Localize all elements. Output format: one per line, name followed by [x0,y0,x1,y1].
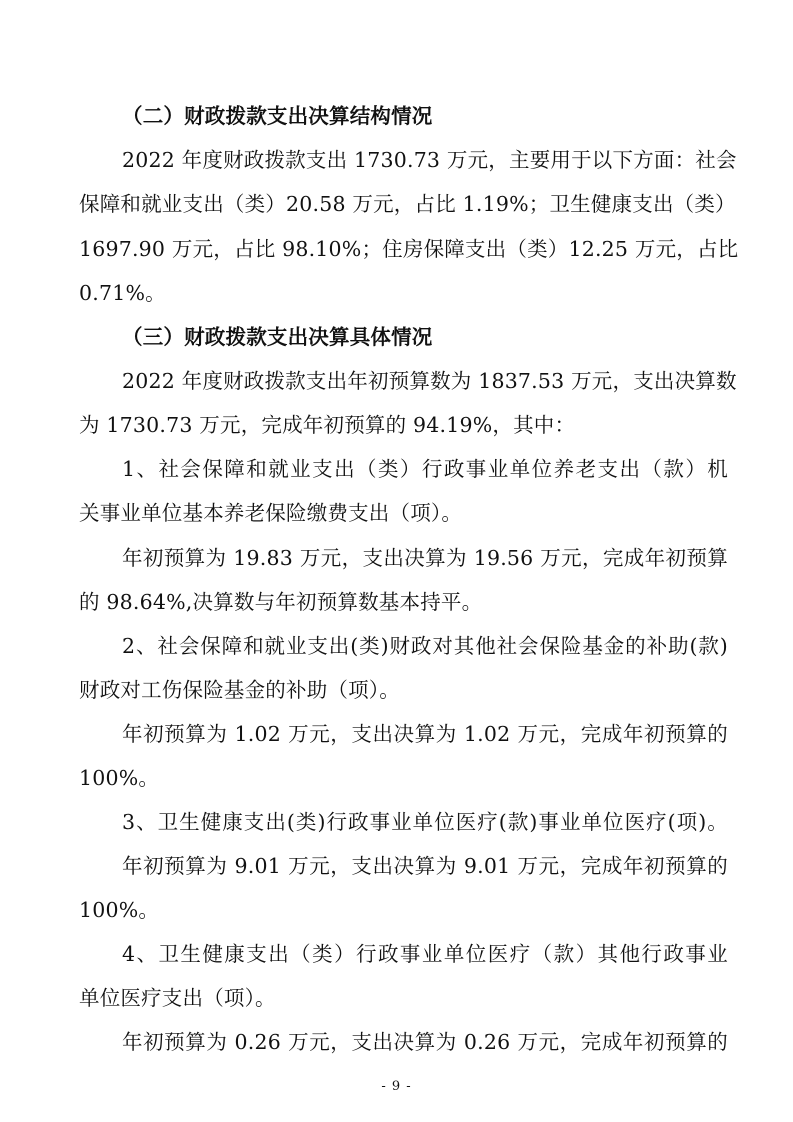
paragraph-line: 2022 年度财政拨款支出年初预算数为 1837.53 万元，支出决算数 [122,369,737,393]
item-title-line: 单位医疗支出（项）。 [79,986,276,1010]
paragraph-line: 1697.90 万元，占比 98.10%；住房保障支出（类）12.25 万元，占比 [79,237,739,261]
item-detail-line: 100%。 [79,898,160,922]
paragraph-line: 2022 年度财政拨款支出 1730.73 万元，主要用于以下方面：社会 [122,148,737,172]
section-heading-details: （三）财政拨款支出决算具体情况 [122,325,433,349]
item-title-line: 1、社会保障和就业支出（类）行政事业单位养老支出（款）机 [122,457,728,481]
item-title-line: 2、社会保障和就业支出(类)财政对其他社会保险基金的补助(款) [122,634,728,658]
section-heading-structure: （二）财政拨款支出决算结构情况 [122,104,433,128]
paragraph-line: 为 1730.73 万元，完成年初预算的 94.19%，其中： [79,413,576,437]
item-detail-line: 年初预算为 0.26 万元，支出决算为 0.26 万元，完成年初预算的 [122,1030,728,1054]
item-detail-line: 年初预算为 1.02 万元，支出决算为 1.02 万元，完成年初预算的 [122,722,728,746]
paragraph-line: 0.71%。 [79,281,166,305]
paragraph-line: 保障和就业支出（类）20.58 万元，占比 1.19%；卫生健康支出（类） [79,192,736,216]
item-detail-line: 年初预算为 19.83 万元，支出决算为 19.56 万元，完成年初预算 [122,546,728,570]
item-detail-line: 100%。 [79,766,160,790]
item-detail-line: 的 98.64%,决算数与年初预算数基本持平。 [79,590,483,614]
item-title-line: 关事业单位基本养老保险缴费支出（项）。 [79,501,463,525]
page-number: - 9 - [381,1079,412,1094]
item-detail-line: 年初预算为 9.01 万元，支出决算为 9.01 万元，完成年初预算的 [122,854,728,878]
item-title-line: 4、卫生健康支出（类）行政事业单位医疗（款）其他行政事业 [122,942,728,966]
item-title-line: 3、卫生健康支出(类)行政事业单位医疗(款)事业单位医疗(项)。 [122,810,728,834]
item-title-line: 财政对工伤保险基金的补助（项）。 [79,678,400,702]
